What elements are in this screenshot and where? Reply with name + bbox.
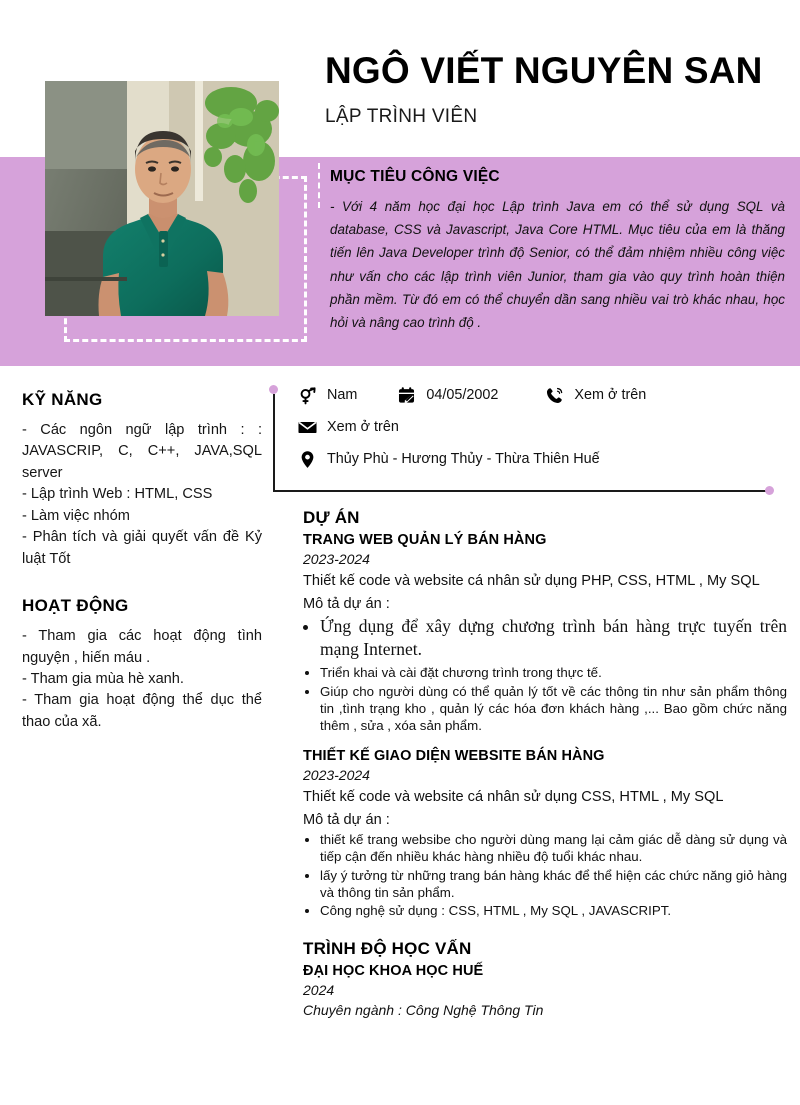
contact-section — [296, 384, 786, 480]
activity-item: - Tham gia mùa hè xanh. — [22, 670, 184, 687]
objective-section — [330, 168, 785, 334]
project-entry — [303, 748, 787, 919]
list-item: • Ứng dụng để xây dựng chương trình bán hàng trực tuyến trên mạng Internet. — [320, 615, 787, 662]
spacer — [303, 735, 787, 748]
sidebar — [22, 390, 262, 733]
skills-list — [22, 420, 262, 570]
education-heading: TRÌNH ĐỘ HỌC VẤN — [303, 938, 472, 958]
project-title: TRANG WEB QUẢN LÝ BÁN HÀNG — [303, 532, 547, 548]
contact-phone-value: Xem ở trên — [574, 387, 647, 403]
skill-item: - Các ngôn ngữ lập trình : : JAVASCRIP, C, C++, JAVA,SQL server — [22, 422, 262, 481]
timeline-dot-top — [269, 385, 278, 394]
project-description: Thiết kế code và website cá nhân sử dụng PHP, CSS, HTML , My SQL — [303, 573, 760, 589]
project-date: 2023-2024 — [303, 551, 370, 567]
project-detail-label: Mô tả dự án : — [303, 595, 390, 612]
education-section — [303, 939, 787, 1018]
project-date: 2023-2024 — [303, 767, 370, 784]
contact-gender-value: Nam — [327, 387, 358, 403]
skills-heading: KỸ NĂNG — [22, 390, 103, 409]
main-column — [303, 508, 787, 1022]
contact-address-value: Thủy Phù - Hương Thủy - Thừa Thiên Huế — [327, 451, 600, 467]
list-item: • Giúp cho người dùng có thể quản lý tốt về các thông tin như sản phẩm thông tin ,tình trạng kho , quản lý các hóa đơn khách hàng ,... Bao gồm chức năng thêm , sửa , xóa sản phẩm. — [320, 683, 787, 735]
envelope-icon — [296, 416, 318, 438]
contact-row-address — [296, 448, 786, 470]
contact-row-email — [296, 416, 786, 438]
project-title: THIẾT KẾ GIAO DIỆN WEBSITE BÁN HÀNG — [303, 748, 605, 765]
activities-list — [22, 626, 262, 733]
profile-photo-image — [45, 81, 279, 316]
calendar-icon — [395, 384, 417, 406]
education-school: ĐẠI HỌC KHOA HỌC HUẾ — [303, 962, 484, 979]
gender-icon — [296, 384, 318, 406]
timeline-vertical-line — [273, 394, 275, 492]
education-major: Chuyên ngành : Công Nghệ Thông Tin — [303, 1001, 544, 1018]
contact-row-primary — [296, 384, 786, 406]
timeline-horizontal-line — [273, 490, 769, 492]
contact-email-value: Xem ở trên — [327, 419, 399, 435]
contact-address — [296, 448, 600, 470]
job-title: LẬP TRÌNH VIÊN — [325, 106, 478, 127]
profile-photo — [45, 81, 279, 316]
skill-item: - Lập trình Web : HTML, CSS — [22, 486, 213, 503]
project-entry — [303, 532, 787, 734]
project-bullets — [320, 615, 787, 735]
list-item: • thiết kế trang websibe cho người dùng mang lại cảm giác dễ dàng sử dụng và tiếp cận đến nhiều khác hàng nhiều độ tuổi khác nhau. — [320, 831, 787, 866]
project-bullets — [320, 831, 787, 919]
list-item: • Triển khai và cài đặt chương trình trong thực tế. — [320, 664, 787, 681]
contact-email[interactable] — [296, 416, 399, 438]
spacer — [303, 921, 787, 939]
project-description: Thiết kế code và website cá nhân sử dụng CSS, HTML , My SQL — [303, 789, 724, 806]
activity-item: - Tham gia các hoạt động tình nguyện , hiến máu . — [22, 628, 262, 666]
header-block — [325, 52, 763, 128]
contact-birthdate-value: 04/05/2002 — [426, 387, 499, 403]
activities-heading: HOẠT ĐỘNG — [22, 596, 129, 616]
contact-phone[interactable] — [543, 384, 646, 406]
education-year: 2024 — [303, 981, 335, 998]
contact-birthdate — [395, 384, 498, 406]
activity-item: - Tham gia hoạt động thể dục thể thao của xã. — [22, 692, 262, 730]
page-title: NGÔ VIẾT NGUYÊN SAN — [325, 50, 763, 91]
skill-item: - Phân tích và giải quyết vấn đề Kỷ luật Tốt — [22, 529, 262, 567]
list-item: • Công nghệ sử dụng : CSS, HTML , My SQL , JAVASCRIPT. — [320, 902, 787, 919]
objective-heading: MỤC TIÊU CÔNG VIỆC — [330, 168, 500, 185]
project-detail-label: Mô tả dự án : — [303, 812, 390, 829]
projects-heading: DỰ ÁN — [303, 508, 360, 527]
objective-text: - Với 4 năm học đại học Lập trình Java em có thể sử dụng SQL và database, CSS và Javascript, Java Core HTML. Mục tiêu của em là thăng tiến lên Java Developer trình độ Senior, có thể đảm nhiệm nhiều công việc như vấn cho các lập trình viên Junior, tham gia vào quy trình hoàn thiện phần mềm. Từ đó em có thể chuyển dần sang nhiều vai trò khác nhau, học hỏi và nâng cao trình độ . — [330, 199, 785, 330]
skill-item: - Làm việc nhóm — [22, 507, 130, 524]
list-item: • lấy ý tưởng từ những trang bán hàng khác để thể hiện các chức năng giỏ hàng và thông tin sản phẩm. — [320, 867, 787, 902]
location-pin-icon — [296, 448, 318, 470]
contact-gender — [296, 384, 357, 406]
phone-icon — [543, 384, 565, 406]
objective-dashed-divider — [318, 163, 320, 208]
timeline-dot-right — [765, 486, 774, 495]
